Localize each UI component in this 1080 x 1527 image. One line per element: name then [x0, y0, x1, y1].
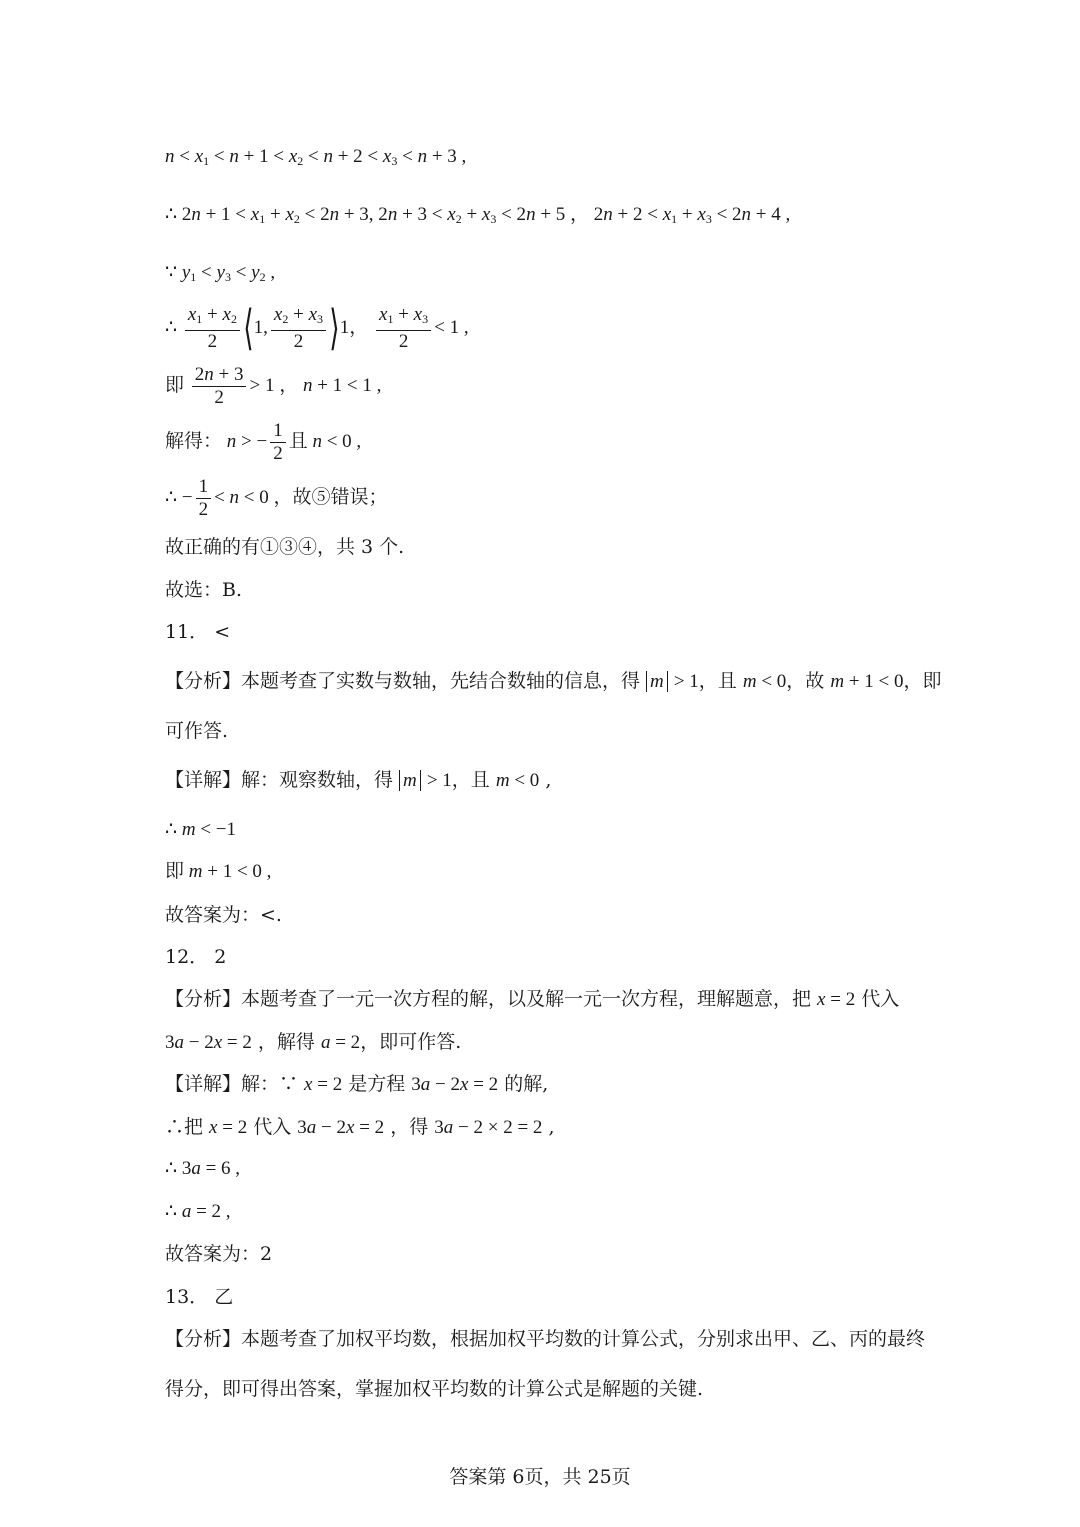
text-line: ∴把 x = 2 代入 3a − 2x = 2 ，得 3a − 2 × 2 = 2 ,	[165, 1116, 555, 1138]
text-line: ∴ $\frac{x_1 + x_2}{2}$ ⟨1, $\frac{x_2 + x_3}{2}$ ⟩1， $\frac{x_1 + x_3}{2}$ < 1 ,	[165, 301, 469, 355]
analysis-line: 【分析】本题考查了一元一次方程的解，以及解一元一次方程，理解题意，把 x = 2 代入	[165, 988, 900, 1010]
question-number-13: 13． 乙	[165, 1286, 234, 1308]
detail-line: 【详解】解：观察数轴，得 m > 1，且 m < 0 ,	[165, 769, 552, 791]
text-line: 故选：B.	[165, 579, 243, 601]
text-line: 故正确的有①③④，共 3 个.	[165, 536, 405, 558]
text-line: 3a − 2x = 2 ，解得 a = 2，即可作答.	[165, 1031, 462, 1053]
text-line: 即 $\frac{2n + 3}{2}$ > 1 ， n + 1 < 1 ,	[165, 364, 382, 409]
question-number-12: 12． 2	[165, 946, 227, 968]
text-line: $n < x_1 < n + 1 < x_2 < n + 2 < x_3 < n + 3$ ,	[165, 146, 467, 168]
text-line: 即 m + 1 < 0 ,	[165, 861, 272, 882]
question-number-11: 11． <	[165, 621, 231, 643]
text-line: 故答案为：<.	[165, 904, 282, 926]
text-line: ∴ 3a = 6 ,	[165, 1158, 241, 1179]
text-line: 解得： n > − $\frac{1}{2}$ 且 n < 0 ,	[165, 420, 362, 465]
text-line: ∴ m < −1	[165, 819, 237, 840]
text-line: 可作答.	[165, 720, 229, 742]
text-line: 得分，即可得出答案，掌握加权平均数的计算公式是解题的关键.	[165, 1378, 704, 1400]
text-line: ∴ a = 2 ,	[165, 1201, 231, 1222]
detail-line: 【详解】解：∵ x = 2 是方程 3a − 2x = 2 的解,	[165, 1073, 549, 1095]
analysis-line: 【分析】本题考查了加权平均数，根据加权平均数的计算公式，分别求出甲、乙、丙的最终	[165, 1328, 926, 1350]
analysis-line: 【分析】本题考查了实数与数轴，先结合数轴的信息，得 m > 1，且 m < 0，故 m + 1 < 0，即	[165, 670, 942, 692]
page-footer: 答案第 6页，共 25页	[449, 1466, 631, 1488]
text-line: ∴ $2n + 1 < x_1 + x_2 < 2n + 3$, $2n + 3 < x_2 + x_3 < 2n + 5$ ， $2n + 2 < x_1 + x_3 < 2n + 4$ ,	[165, 204, 791, 226]
text-line: ∵ $y_1 < y_3 < y_2$ ,	[165, 262, 276, 284]
text-line: ∴ − $\frac{1}{2}$ < n < 0 ，故⑤错误；	[165, 476, 388, 521]
text-line: 故答案为：2	[165, 1243, 273, 1265]
